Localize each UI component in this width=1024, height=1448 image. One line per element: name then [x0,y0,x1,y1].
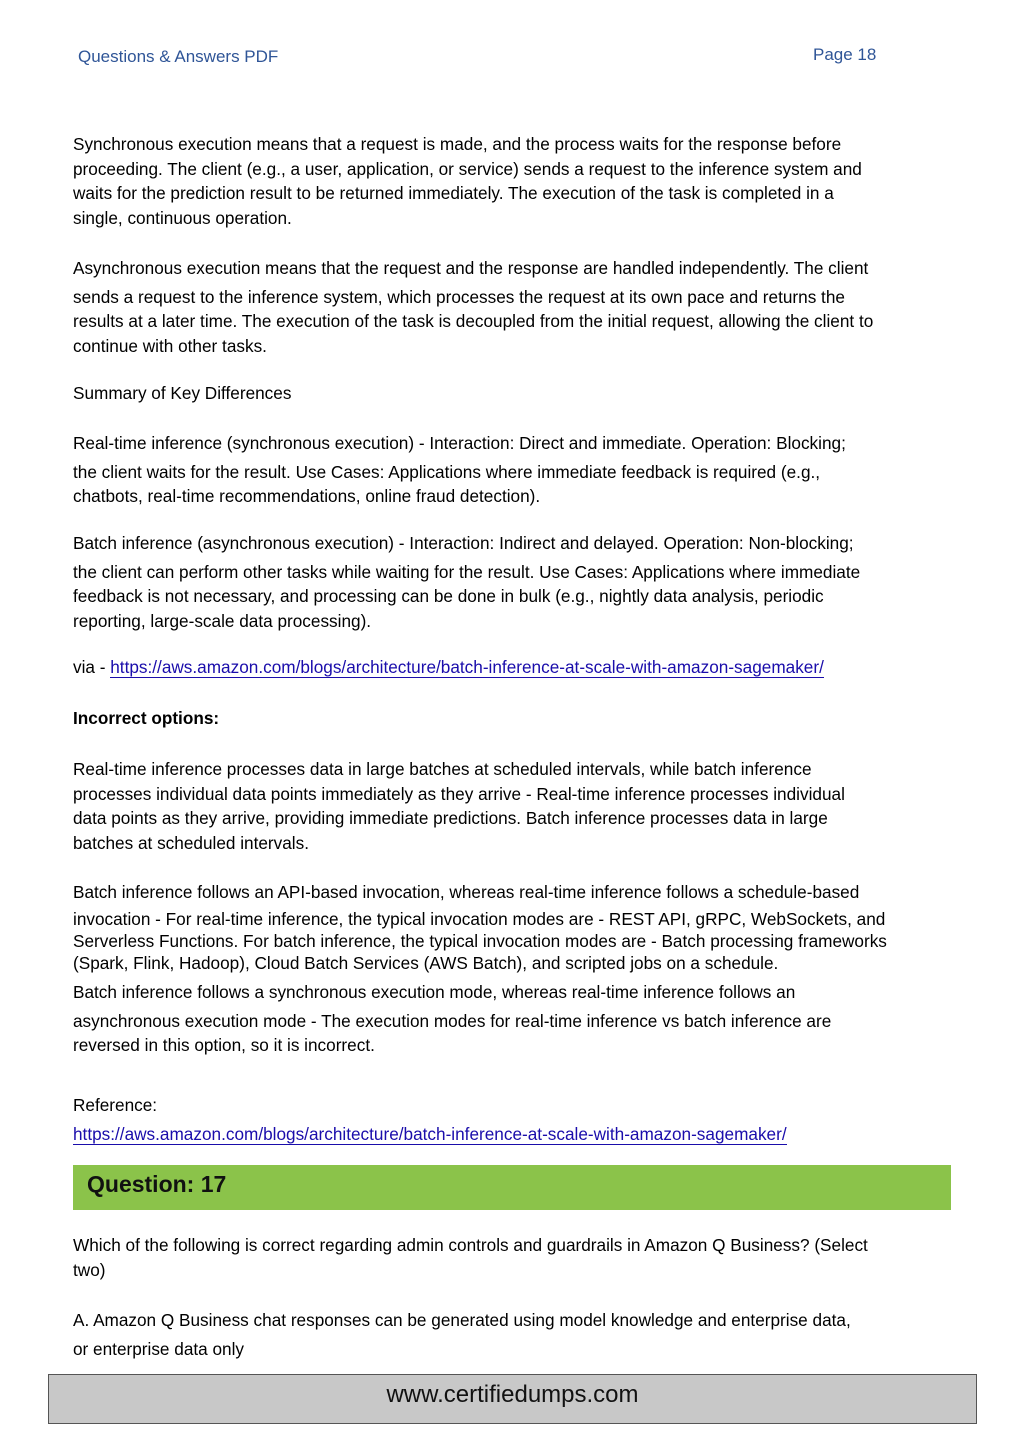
answer-option-a [73,1308,978,1361]
incorrect-option-2 [73,881,978,974]
text-line: batches at scheduled intervals. [73,832,309,853]
text-line: Batch inference follows a synchronous execution mode, whereas real-time inference follows an [73,982,796,1002]
text-line: results at a later time. The execution of the task is decoupled from the initial request, allowing the client to [73,311,874,331]
text-line: feedback is not necessary, and processing can be done in bulk (e.g., nightly data analysis, periodic [73,586,824,606]
text-line: Batch inference follows an API-based invocation, whereas real-time inference follows a schedule-based [73,882,860,902]
header-title: Questions & Answers PDF [78,47,279,66]
text-line: waits for the prediction result to be returned immediately. The execution of the task is completed in a [73,183,834,203]
text-line: the client can perform other tasks while waiting for the result. Use Cases: Applications where immediate [73,561,861,582]
question-title: Question: 17 [87,1171,227,1197]
question-text [73,1233,978,1282]
text-line: A. Amazon Q Business chat responses can be generated using model knowledge and enterprise data, [73,1310,851,1330]
paragraph-realtime [73,431,978,509]
text-line: proceeding. The client (e.g., a user, application, or service) sends a request to the inference system and [73,158,862,179]
text-line: asynchronous execution mode - The execution modes for real-time inference vs batch inference are [73,1010,832,1031]
summary-heading: Summary of Key Differences [73,383,292,403]
reference-line [73,1122,978,1147]
text-line: Which of the following is correct regarding admin controls and guardrails in Amazon Q Business? (Select [73,1235,868,1255]
via-line [73,655,978,680]
text-line: sends a request to the inference system, which processes the request at its own pace and returns the [73,286,845,307]
paragraph-batch [73,531,978,633]
reference-label: Reference: [73,1095,158,1115]
text-line: single, continuous operation. [73,207,292,228]
incorrect-option-1 [73,757,978,855]
via-link[interactable]: https://aws.amazon.com/blogs/architecture/batch-inference-at-scale-with-amazon-sagemaker/ [110,657,824,677]
text-line: (Spark, Flink, Hadoop), Cloud Batch Services (AWS Batch), and scripted jobs on a schedule. [73,953,779,973]
paragraph-sync [73,132,978,230]
text-line: Real-time inference processes data in large batches at scheduled intervals, while batch inference [73,759,812,779]
footer-site[interactable]: www.certifiedumps.com [386,1381,639,1408]
text-line: Asynchronous execution means that the request and the response are handled independently. The client [73,258,869,278]
text-line: Serverless Functions. For batch inference, the typical invocation modes are - Batch processing frameworks [73,931,887,951]
via-prefix: via - [73,657,111,677]
text-line: reporting, large-scale data processing). [73,610,372,631]
text-line: invocation - For real-time inference, the typical invocation modes are - REST API, gRPC, WebSockets, and [73,909,886,929]
text-line: Real-time inference (synchronous execution) - Interaction: Direct and immediate. Operation: Blocking; [73,433,846,453]
text-line: processes individual data points immediately as they arrive - Real-time inference processes individual [73,783,845,804]
page-number: Page 18 [813,45,877,64]
paragraph-async [73,256,978,358]
text-line: two) [73,1259,106,1280]
text-line: Batch inference (asynchronous execution) - Interaction: Indirect and delayed. Operation: Non-blocking; [73,533,854,553]
text-line: reversed in this option, so it is incorrect. [73,1035,375,1055]
text-line: Synchronous execution means that a request is made, and the process waits for the response before [73,134,842,154]
text-line: or enterprise data only [73,1338,245,1359]
incorrect-option-3 [73,980,978,1058]
text-line: the client waits for the result. Use Cases: Applications where immediate feedback is required (e.g., [73,461,821,482]
incorrect-options-heading: Incorrect options: [73,708,220,728]
reference-link[interactable]: https://aws.amazon.com/blogs/architecture/batch-inference-at-scale-with-amazon-sagemaker/ [73,1124,787,1144]
text-line: chatbots, real-time recommendations, online fraud detection). [73,486,541,506]
question-banner [73,1165,951,1210]
text-line: continue with other tasks. [73,335,267,356]
text-line: data points as they arrive, providing immediate predictions. Batch inference processes data in large [73,808,828,828]
footer-banner [48,1374,977,1424]
